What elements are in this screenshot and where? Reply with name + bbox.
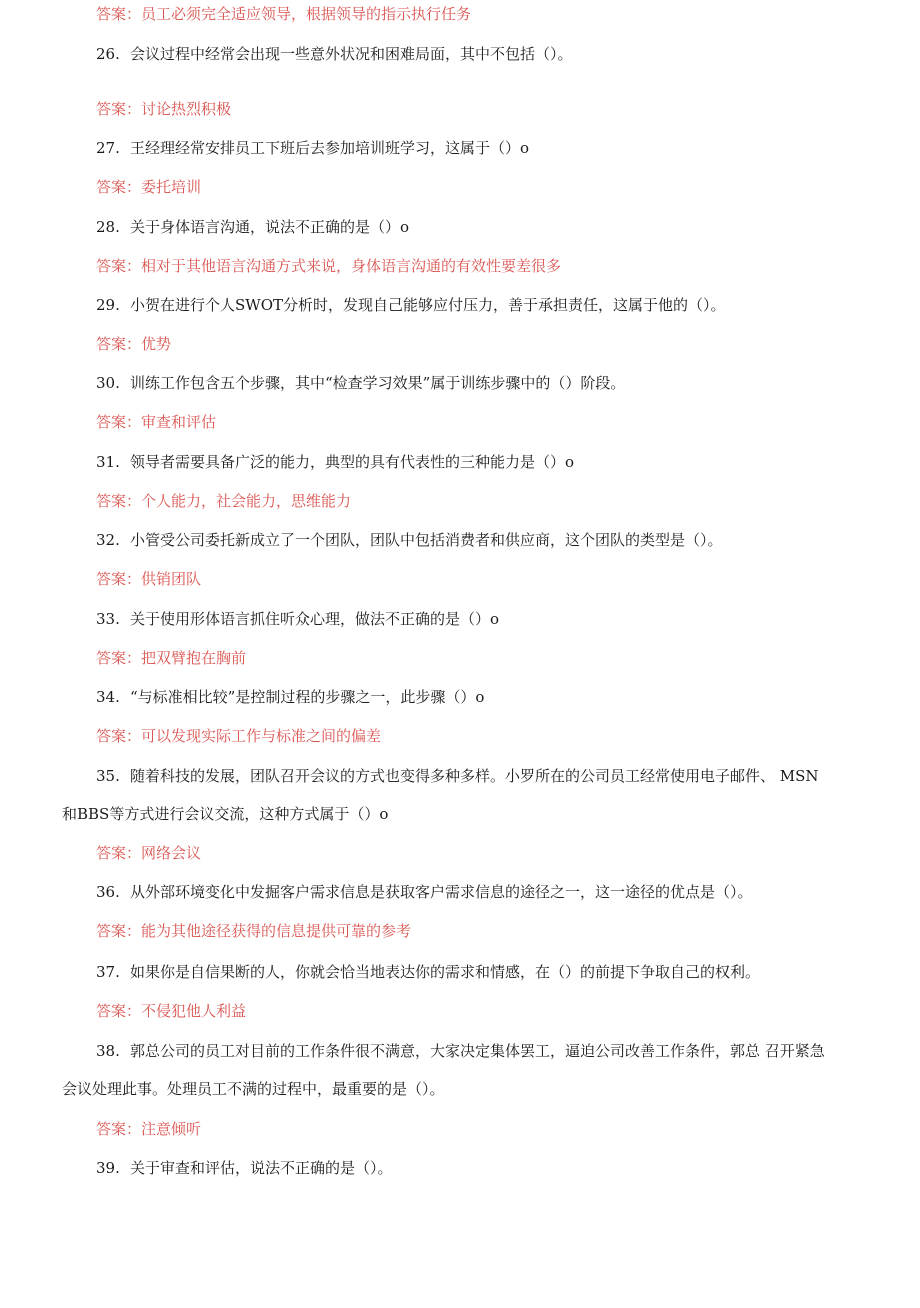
answer-text: 答案：委托培训 bbox=[96, 178, 202, 196]
question-text: 训练工作包含五个步骤，其中“检查学习效果”属于训练步骤中的（）阶段。 bbox=[130, 374, 626, 392]
question-text: 关于使用形体语言抓住听众心理，做法不正确的是（）o bbox=[130, 610, 500, 628]
question-line bbox=[96, 882, 753, 902]
question-number: 36. bbox=[96, 883, 120, 901]
answer-text: 答案：能为其他途径获得的信息提供可靠的参考 bbox=[96, 922, 412, 940]
question-text: 小贺在进行个人SWOT分析时，发现自己能够应付压力，善于承担责任，这属于他的（）。 bbox=[130, 296, 726, 314]
question-line bbox=[96, 609, 499, 629]
answer-text: 答案：网络会议 bbox=[96, 844, 202, 862]
question-text: 从外部环境变化中发掘客户需求信息是获取客户需求信息的途径之一，这一途径的优点是（）。 bbox=[130, 883, 753, 901]
answer-text: 答案：相对于其他语言沟通方式来说，身体语言沟通的有效性要差很多 bbox=[96, 257, 562, 275]
question-number: 30. bbox=[96, 374, 120, 392]
question-number: 27. bbox=[96, 139, 120, 157]
question-number: 32. bbox=[96, 531, 120, 549]
question-number: 38. bbox=[96, 1042, 120, 1060]
question-text: 如果你是自信果断的人，你就会恰当地表达你的需求和情感，在（）的前提下争取自己的权利。 bbox=[130, 963, 761, 981]
answer-text: 答案：讨论热烈积极 bbox=[96, 100, 232, 118]
question-continuation: 和BBS等方式进行会议交流，这种方式属于（）o bbox=[62, 805, 389, 823]
question-continuation: 会议处理此事。处理员工不满的过程中，最重要的是（）。 bbox=[62, 1080, 445, 1098]
question-line bbox=[96, 766, 819, 786]
answer-text: 答案：可以发现实际工作与标准之间的偏差 bbox=[96, 727, 382, 745]
answer-text: 答案：把双臂抱在胸前 bbox=[96, 649, 247, 667]
question-line bbox=[96, 962, 760, 982]
question-number: 29. bbox=[96, 296, 120, 314]
question-number: 28. bbox=[96, 218, 120, 236]
question-text: 领导者需要具备广泛的能力，典型的具有代表性的三种能力是（）o bbox=[130, 453, 575, 471]
question-text: 关于身体语言沟通，说法不正确的是（）o bbox=[130, 218, 410, 236]
question-number: 35. bbox=[96, 767, 120, 785]
question-number: 26. bbox=[96, 45, 120, 63]
question-line bbox=[96, 530, 723, 550]
answer-text: 答案：供销团队 bbox=[96, 570, 202, 588]
question-line bbox=[96, 1158, 393, 1178]
answer-text: 答案：不侵犯他人利益 bbox=[96, 1002, 247, 1020]
question-line bbox=[96, 452, 574, 472]
answer-text: 答案：注意倾听 bbox=[96, 1120, 202, 1138]
question-text: 随着科技的发展，团队召开会议的方式也变得多种多样。小罗所在的公司员工经常使用电子邮件、 MSN bbox=[130, 767, 819, 785]
question-number: 31. bbox=[96, 453, 120, 471]
answer-text: 答案：审查和评估 bbox=[96, 413, 217, 431]
question-line bbox=[96, 687, 484, 707]
question-text: 会议过程中经常会出现一些意外状况和困难局面，其中不包括（）。 bbox=[130, 45, 573, 63]
question-number: 33. bbox=[96, 610, 120, 628]
question-line bbox=[96, 217, 409, 237]
answer-text: 答案：个人能力，社会能力，思维能力 bbox=[96, 492, 352, 510]
answer-text: 答案：优势 bbox=[96, 335, 172, 353]
question-text: “与标准相比较”是控制过程的步骤之一，此步骤（）o bbox=[130, 688, 485, 706]
question-number: 34. bbox=[96, 688, 120, 706]
question-text: 王经理经常安排员工下班后去参加培训班学习，这属于（）o bbox=[130, 139, 530, 157]
question-line bbox=[96, 373, 625, 393]
question-text: 小管受公司委托新成立了一个团队，团队中包括消费者和供应商，这个团队的类型是（）。 bbox=[130, 531, 723, 549]
question-text: 关于审查和评估，说法不正确的是（）。 bbox=[130, 1159, 393, 1177]
question-number: 39. bbox=[96, 1159, 120, 1177]
question-line bbox=[96, 295, 726, 315]
question-text: 郭总公司的员工对目前的工作条件很不满意，大家决定集体罢工，逼迫公司改善工作条件，郭总 召开紧急 bbox=[130, 1042, 825, 1060]
question-line bbox=[96, 138, 529, 158]
question-number: 37. bbox=[96, 963, 120, 981]
question-line bbox=[96, 1041, 825, 1061]
answer-text: 答案：员工必须完全适应领导，根据领导的指示执行任务 bbox=[96, 5, 472, 23]
question-line bbox=[96, 44, 573, 64]
